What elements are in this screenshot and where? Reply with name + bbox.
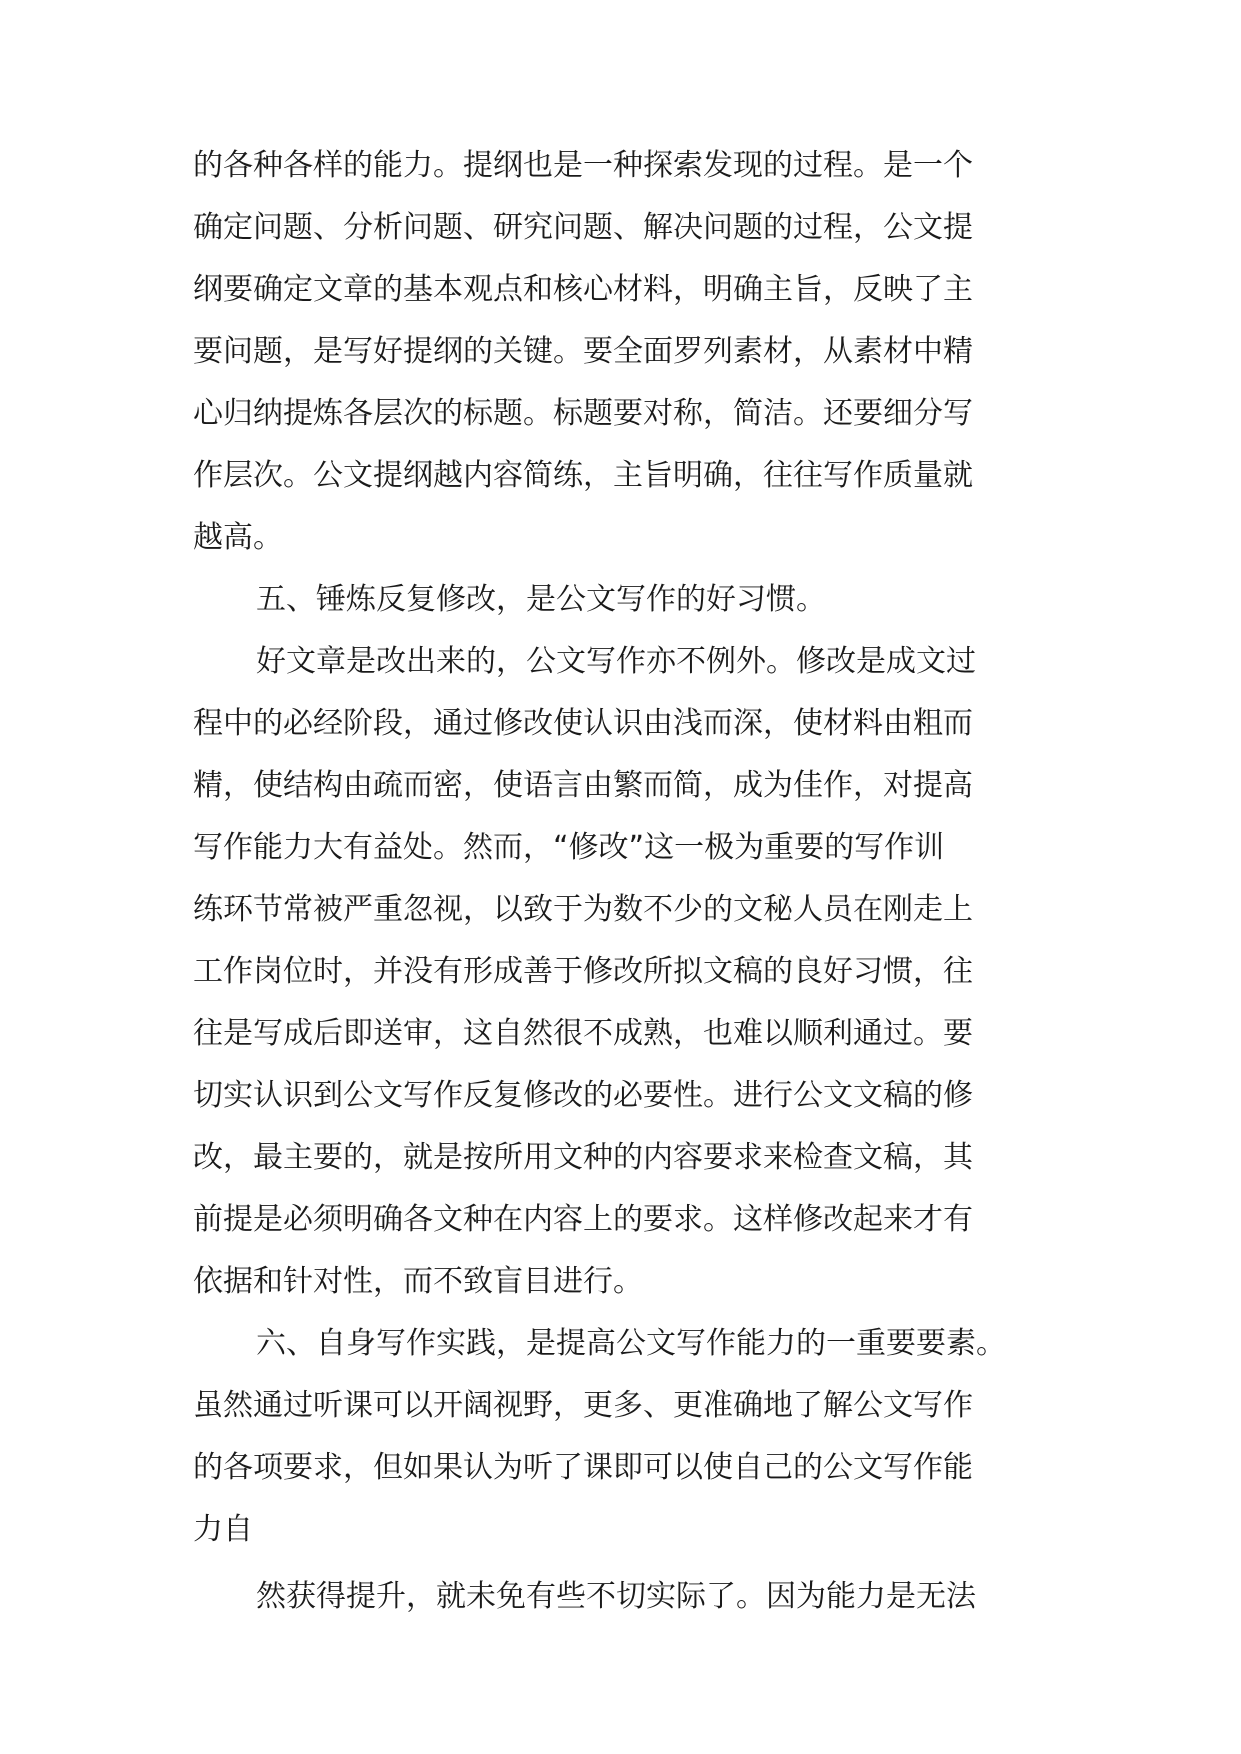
text-line: 改，最主要的，就是按所用文种的内容要求来检查文稿，其	[193, 1140, 973, 1175]
text-line: 的各项要求，但如果认为听了课即可以使自己的公文写作能	[193, 1450, 973, 1485]
text-line: 前提是必须明确各文种在内容上的要求。这样修改起来才有	[193, 1202, 973, 1237]
text-line: 写作能力大有益处。然而，“修改”这一极为重要的写作训	[193, 830, 945, 865]
text-line: 然获得提升，就未免有些不切实际了。因为能力是无法	[256, 1579, 976, 1614]
text-line: 往是写成后即送审，这自然很不成熟，也难以顺利通过。要	[193, 1016, 973, 1051]
section-heading: 六、自身写作实践，是提高公文写作能力的一重要要素。	[256, 1326, 1006, 1361]
text-line: 的各种各样的能力。提纲也是一种探索发现的过程。是一个	[193, 148, 973, 183]
text-line: 依据和针对性，而不致盲目进行。	[193, 1264, 643, 1299]
text-line: 纲要确定文章的基本观点和核心材料，明确主旨，反映了主	[193, 272, 973, 307]
text-line: 心归纳提炼各层次的标题。标题要对称，简洁。还要细分写	[193, 396, 973, 431]
text-line: 精，使结构由疏而密，使语言由繁而简，成为佳作，对提高	[193, 768, 973, 803]
text-line: 要问题，是写好提纲的关键。要全面罗列素材，从素材中精	[193, 334, 973, 369]
text-line: 练环节常被严重忽视，以致于为数不少的文秘人员在刚走上	[193, 892, 973, 927]
text-line: 确定问题、分析问题、研究问题、解决问题的过程，公文提	[193, 210, 973, 245]
text-line: 工作岗位时，并没有形成善于修改所拟文稿的良好习惯，往	[193, 954, 973, 989]
text-line: 程中的必经阶段，通过修改使认识由浅而深，使材料由粗而	[193, 706, 973, 741]
text-line: 好文章是改出来的，公文写作亦不例外。修改是成文过	[256, 644, 976, 679]
text-line: 切实认识到公文写作反复修改的必要性。进行公文文稿的修	[193, 1078, 973, 1113]
text-line: 作层次。公文提纲越内容简练，主旨明确，往往写作质量就	[193, 458, 973, 493]
section-heading: 五、锤炼反复修改，是公文写作的好习惯。	[256, 582, 826, 617]
text-line: 越高。	[193, 520, 283, 555]
text-line: 力自	[193, 1512, 253, 1547]
text-line: 虽然通过听课可以开阔视野，更多、更准确地了解公文写作	[193, 1388, 973, 1423]
